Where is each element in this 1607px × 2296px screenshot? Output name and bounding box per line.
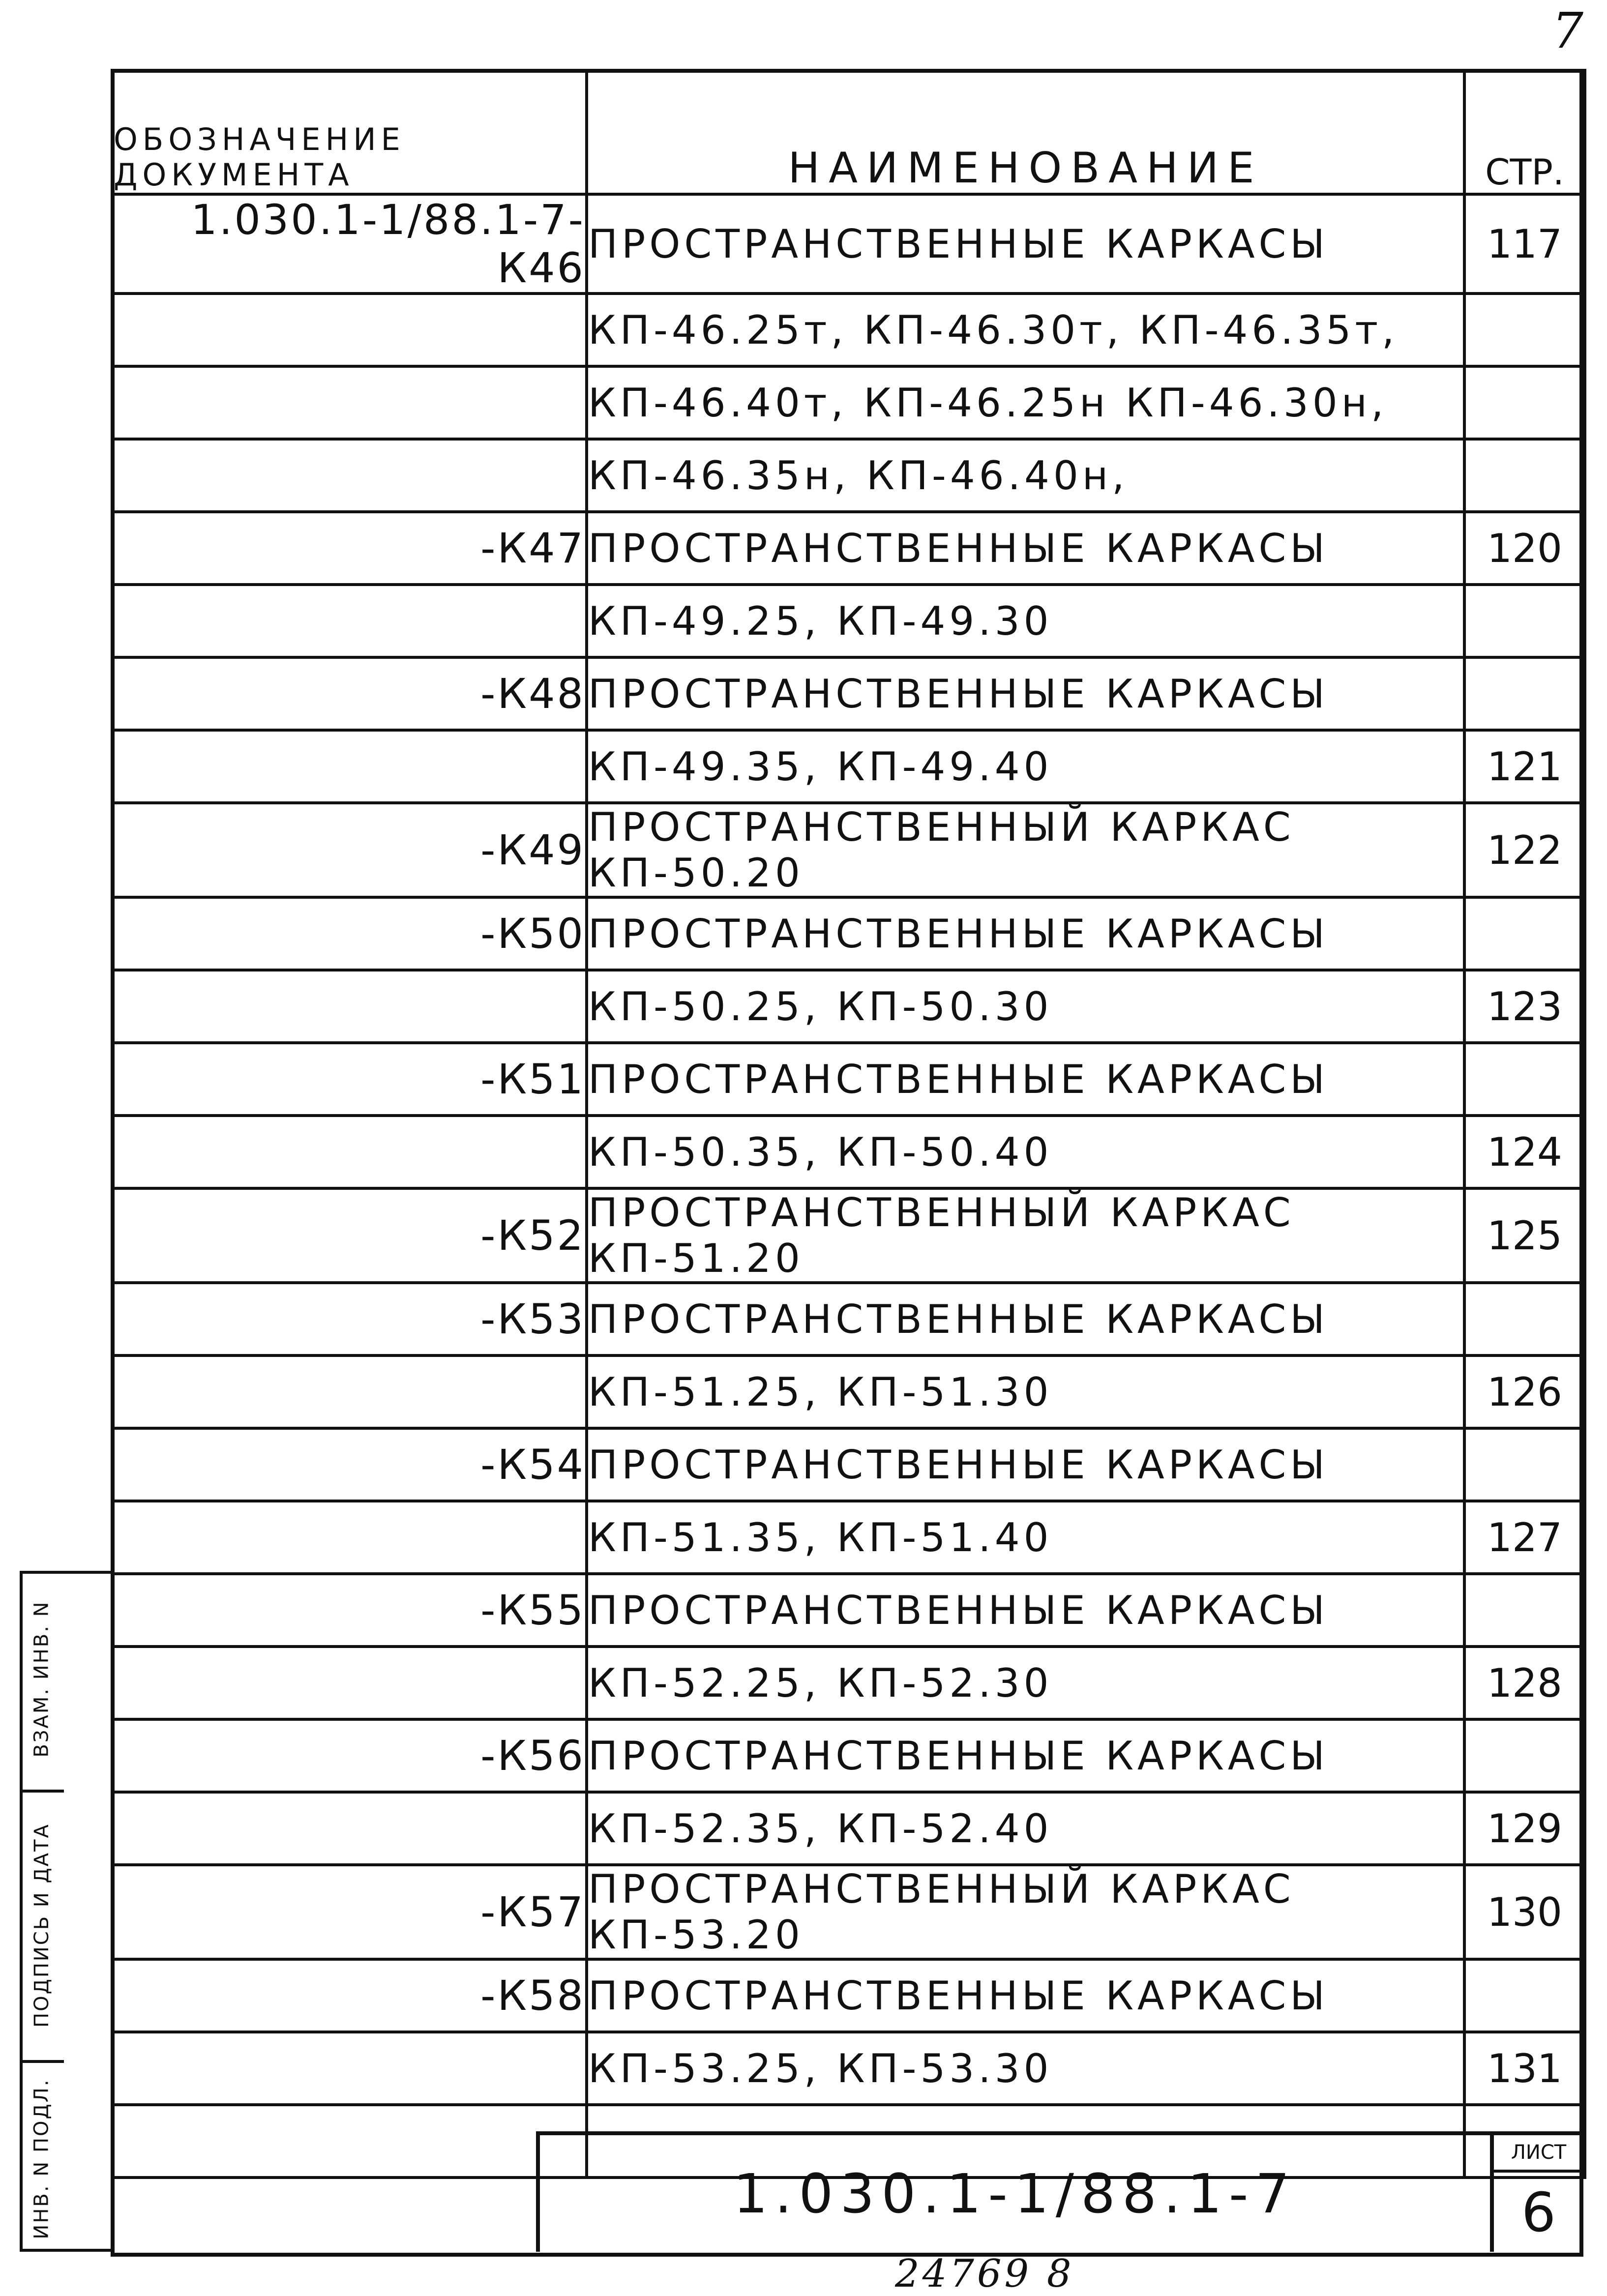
row-name: ПРОСТРАНСТВЕННЫЕ КАРКАСЫ [587,897,1464,970]
row-page: 130 [1464,1865,1585,1959]
row-name: ПРОСТРАНСТВЕННЫЙ КАРКАС КП-50.20 [587,803,1464,897]
table-row [112,194,1585,294]
row-page: 125 [1464,1188,1585,1283]
row-document-code: -К48 [112,657,587,730]
row-name: КП-52.25, КП-52.30 [587,1647,1464,1719]
row-page [1464,1959,1585,2032]
row-name: КП-49.25, КП-49.30 [587,585,1464,657]
row-page [1464,897,1585,970]
sheet-number: 6 [1521,2180,1556,2244]
table-row [112,294,1585,366]
table-row [112,657,1585,730]
table-row [112,1719,1585,1792]
sheet-label: ЛИСТ [1494,2135,1583,2173]
row-page: 127 [1464,1501,1585,1574]
table-row [112,1959,1585,2032]
row-name: КП-51.25, КП-51.30 [587,1355,1464,1428]
row-document-code: -К55 [112,1574,587,1647]
table-row [112,730,1585,803]
side-stamp-inv-replace [20,1573,64,1785]
side-stamp-inv-replace-text: ВЗАМ. ИНВ. N [30,1600,53,1758]
row-name: КП-46.40т, КП-46.25н КП-46.30н, [587,366,1464,439]
table-row [112,803,1585,897]
row-name: ПРОСТРАНСТВЕННЫЕ КАРКАСЫ [587,512,1464,585]
row-page [1464,585,1585,657]
row-document-code: -К49 [112,803,587,897]
row-name: КП-49.35, КП-49.40 [587,730,1464,803]
row-document-code: -К58 [112,1959,587,2032]
row-name: ПРОСТРАНСТВЕННЫЕ КАРКАСЫ [587,657,1464,730]
row-document-code [112,294,587,366]
title-block-designation: 1.030.1-1/88.1-7 [536,2131,1490,2252]
row-document-code [112,970,587,1043]
row-document-code [112,585,587,657]
row-page: 122 [1464,803,1585,897]
table-row [112,1355,1585,1428]
row-page [1464,1043,1585,1116]
table-row [112,1865,1585,1959]
footer-note: 24769 8 [895,2252,1074,2296]
row-name: ПРОСТРАНСТВЕННЫЕ КАРКАСЫ [587,1428,1464,1501]
table-row [112,1792,1585,1865]
table-row [112,1188,1585,1283]
row-page: 121 [1464,730,1585,803]
row-page: 131 [1464,2032,1585,2105]
row-page [1464,657,1585,730]
row-document-code [112,730,587,803]
header-document-code [112,70,587,194]
row-name: ПРОСТРАНСТВЕННЫЕ КАРКАСЫ [587,1959,1464,2032]
row-document-code: -К57 [112,1865,587,1959]
row-name: ПРОСТРАНСТВЕННЫЕ КАРКАСЫ [587,1043,1464,1116]
row-page: 126 [1464,1355,1585,1428]
row-document-code: -К51 [112,1043,587,1116]
row-document-code: -К47 [112,512,587,585]
table-row [112,366,1585,439]
table-row [112,897,1585,970]
row-page [1464,366,1585,439]
table-row [112,1283,1585,1355]
row-name: ПРОСТРАНСТВЕННЫЙ КАРКАС КП-53.20 [587,1865,1464,1959]
row-document-code [112,1792,587,1865]
table-row [112,512,1585,585]
row-name: КП-50.35, КП-50.40 [587,1116,1464,1188]
table-row [112,585,1585,657]
row-name: КП-46.25т, КП-46.30т, КП-46.35т, [587,294,1464,366]
table-row [112,1574,1585,1647]
row-name: КП-52.35, КП-52.40 [587,1792,1464,1865]
row-document-code [112,1116,587,1188]
row-document-code [112,1647,587,1719]
row-document-code: -К53 [112,1283,587,1355]
row-document-code [112,439,587,512]
row-document-code [112,2105,587,2178]
row-page: 123 [1464,970,1585,1043]
row-document-code [112,366,587,439]
table-row [112,1043,1585,1116]
row-name: КП-51.35, КП-51.40 [587,1501,1464,1574]
document-list-table [111,69,1586,2179]
row-page: 120 [1464,512,1585,585]
row-page [1464,439,1585,512]
side-stamp-inv-orig-text: ИНВ. N ПОДЛ. [30,2078,53,2239]
row-document-code [112,2032,587,2105]
row-document-code: 1.030.1-1/88.1-7-К46 [112,194,587,294]
row-name: КП-46.35н, КП-46.40н, [587,439,1464,512]
table-row [112,439,1585,512]
row-document-code: -К54 [112,1428,587,1501]
side-stamp-inv-orig [20,2060,64,2255]
row-page: 129 [1464,1792,1585,1865]
row-document-code: -К52 [112,1188,587,1283]
row-page [1464,1428,1585,1501]
row-page [1464,294,1585,366]
table-row [112,1116,1585,1188]
row-name: КП-53.25, КП-53.30 [587,2032,1464,2105]
row-page [1464,1283,1585,1355]
row-page: 124 [1464,1116,1585,1188]
table-row [112,1647,1585,1719]
title-block-sheet [1490,2131,1583,2252]
header-name: НАИМЕНОВАНИЕ [587,70,1464,194]
table-row [112,2032,1585,2105]
row-document-code [112,1501,587,1574]
table-row [112,1428,1585,1501]
row-name: ПРОСТРАНСТВЕННЫЕ КАРКАСЫ [587,1283,1464,1355]
header-page: СТР. [1464,70,1585,194]
table-row [112,970,1585,1043]
page-number: 7 [1552,2,1583,59]
header-code-line1: ОБОЗНАЧЕНИЕ [114,121,405,157]
row-name: ПРОСТРАНСТВЕННЫЕ КАРКАСЫ [587,1574,1464,1647]
row-document-code: -К50 [112,897,587,970]
table-header-row [112,70,1585,194]
row-document-code [112,1355,587,1428]
row-page: 117 [1464,194,1585,294]
table-row [112,1501,1585,1574]
header-code-line2: ДОКУМЕНТА [114,157,354,193]
row-page: 128 [1464,1647,1585,1719]
side-stamp-sign-date [20,1790,64,2058]
row-name: ПРОСТРАНСТВЕННЫЕ КАРКАСЫ [587,194,1464,294]
row-name: ПРОСТРАНСТВЕННЫЕ КАРКАСЫ [587,1719,1464,1792]
row-name: ПРОСТРАНСТВЕННЫЙ КАРКАС КП-51.20 [587,1188,1464,1283]
row-page [1464,1574,1585,1647]
side-stamp-sign-date-text: ПОДПИСЬ И ДАТА [30,1823,54,2028]
table-body [112,194,1585,2178]
row-name: КП-50.25, КП-50.30 [587,970,1464,1043]
row-page [1464,1719,1585,1792]
row-document-code: -К56 [112,1719,587,1792]
